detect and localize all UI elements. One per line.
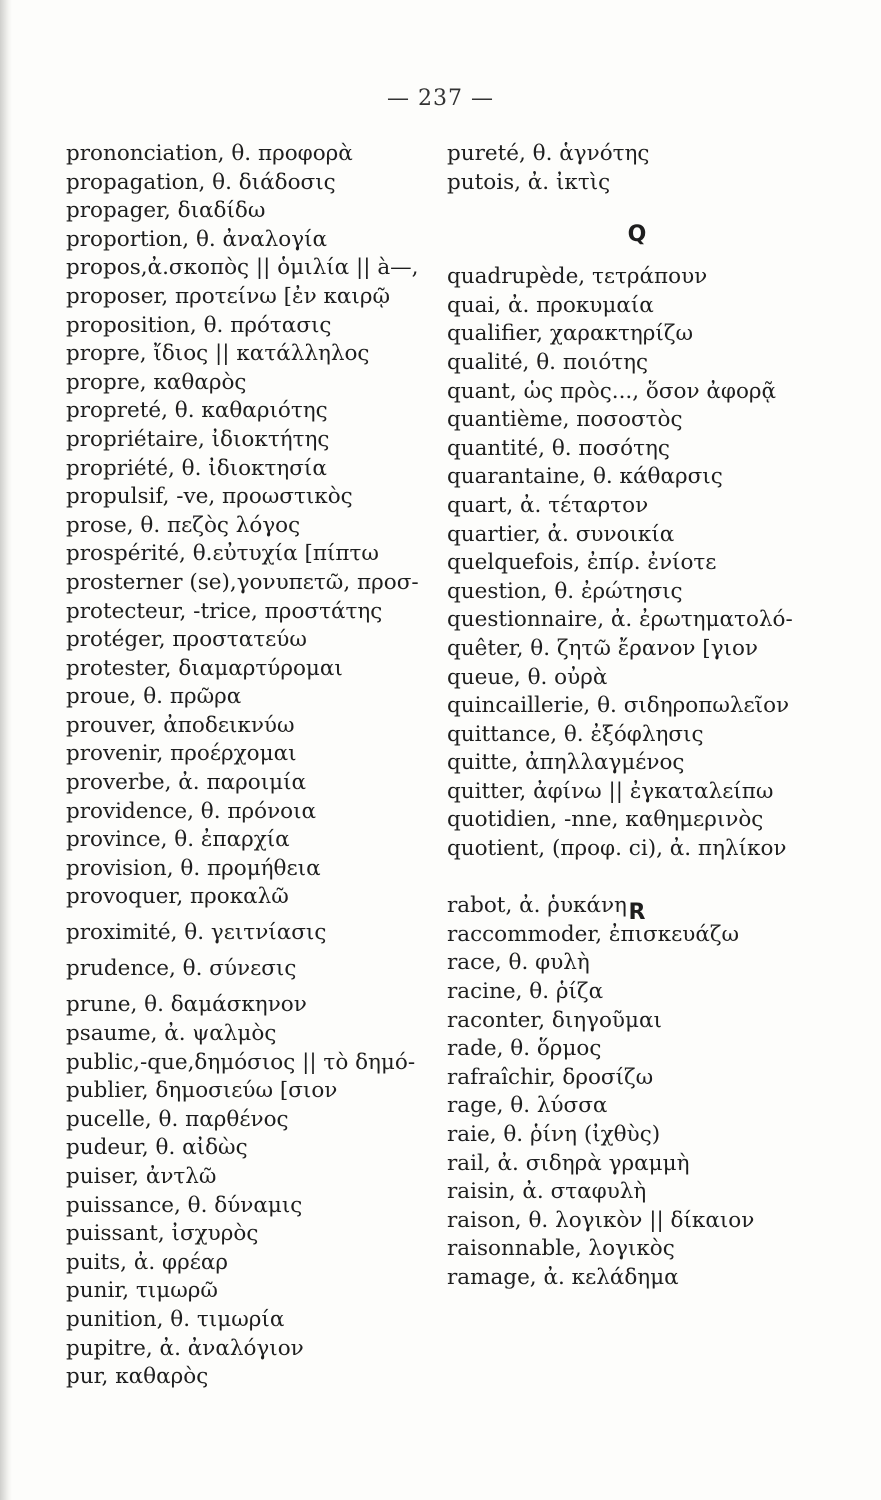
- dictionary-entry: propreté, θ. καθαριότης: [66, 398, 328, 424]
- dictionary-entry: pur, καθαρὸς: [66, 1364, 209, 1390]
- dictionary-entry: psaume, ἀ. ψαλμὸς: [66, 1021, 277, 1047]
- dictionary-entry: pupitre, ἀ. ἀναλόγιον: [66, 1335, 304, 1361]
- dictionary-entry: raisonnable, λογικὸς: [447, 1236, 675, 1262]
- dictionary-entry: proposition, θ. πρότασις: [66, 312, 332, 338]
- dictionary-entry: pucelle, θ. παρθένος: [66, 1106, 289, 1132]
- dictionary-entry: quittance, θ. ἐξόφλησις: [447, 721, 704, 747]
- dictionary-entry: propriété, θ. ἰδιοκτησία: [66, 455, 327, 481]
- dictionary-entry: quantité, θ. ποσότης: [447, 435, 670, 461]
- dictionary-entry: rage, θ. λύσσα: [447, 1093, 608, 1119]
- dictionary-entry: question, θ. ἐρώτησις: [447, 578, 683, 604]
- dictionary-entry: propulsif, -ve, προωστικὸς: [66, 484, 353, 510]
- dictionary-entry: rade, θ. ὅρμος: [447, 1036, 602, 1062]
- dictionary-entry: pudeur, θ. αἰδὼς: [66, 1135, 248, 1161]
- dictionary-entry: proximité, θ. γειτνίασις: [66, 920, 327, 946]
- dictionary-entry: provision, θ. προμήθεια: [66, 855, 321, 881]
- dictionary-entry: raisin, ἀ. σταφυλὴ: [447, 1179, 647, 1205]
- dictionary-entry: proue, θ. πρῶρα: [66, 684, 242, 710]
- dictionary-entry: propager, διαδίδω: [66, 198, 266, 224]
- book-spine-shadow: [0, 0, 12, 1500]
- dictionary-entry: propre, ἴδιος || κατάλληλος: [66, 341, 370, 367]
- dictionary-entry: quarantaine, θ. κάθαρσις: [447, 464, 723, 490]
- dictionary-entry: provenir, προέρχομαι: [66, 741, 297, 767]
- dictionary-entry: quantième, ποσοστὸς: [447, 407, 683, 433]
- dictionary-entry: raccommoder, ἐπισκευάζω: [447, 921, 740, 947]
- dictionary-entry: race, θ. φυλὴ: [447, 950, 590, 976]
- dictionary-entry: rabot, ἀ. ῥυκάνη: [447, 893, 627, 919]
- dictionary-entry: quai, ἀ. προκυμαία: [447, 292, 654, 318]
- dictionary-entry: questionnaire, ἀ. ἐρωτηματολό-: [447, 607, 793, 633]
- dictionary-entry: racine, θ. ῥίζα: [447, 979, 604, 1005]
- dictionary-entry: propos,ἀ.σκοπὸς || ὁμιλία || à—,: [66, 255, 419, 281]
- dictionary-entry: proverbe, ἀ. παροιμία: [66, 770, 307, 796]
- dictionary-entry: puissant, ἰσχυρὸς: [66, 1221, 259, 1247]
- dictionary-entry: punition, θ. τιμωρία: [66, 1306, 285, 1332]
- dictionary-entry: prospérité, θ.εὐτυχία [πίπτω: [66, 541, 379, 567]
- dictionary-entry: puissance, θ. δύναμις: [66, 1192, 303, 1218]
- dictionary-entry: quelquefois, ἐπίρ. ἐνίοτε: [447, 550, 717, 576]
- dictionary-entry: quartier, ἀ. συνοικία: [447, 521, 675, 547]
- left-column: [66, 140, 438, 1392]
- dictionary-entry: quincaillerie, θ. σιδηροπωλεῖον: [447, 693, 790, 719]
- dictionary-entry: public,-que,δημόσιος || τὸ δημό-: [66, 1049, 416, 1075]
- dictionary-entry: puits, ἀ. φρέαρ: [66, 1249, 229, 1275]
- dictionary-entry: quotidien, -nne, καθημερινὸς: [447, 807, 764, 833]
- section-letter-q: Q: [627, 222, 647, 248]
- dictionary-entry: propagation, θ. διάδοσις: [66, 169, 336, 195]
- dictionary-entry: queue, θ. οὐρὰ: [447, 664, 608, 690]
- dictionary-entry: ramage, ἀ. κελάδημα: [447, 1264, 679, 1290]
- dictionary-entry: quant, ὡς πρὸς..., ὅσον ἀφορᾷ: [447, 378, 777, 404]
- dictionary-entry: providence, θ. πρόνοια: [66, 798, 317, 824]
- dictionary-entry: punir, τιμωρῶ: [66, 1278, 218, 1304]
- dictionary-entry: prune, θ. δαμάσκηνον: [66, 992, 307, 1018]
- dictionary-entry: prouver, ἀποδεικνύω: [66, 712, 295, 738]
- dictionary-entry: rail, ἀ. σιδηρὰ γραμμὴ: [447, 1150, 690, 1176]
- dictionary-entry: quitter, ἀφίνω || ἐγκαταλείπω: [447, 778, 774, 804]
- dictionary-entry: propriétaire, ἰδιοκτήτης: [66, 426, 330, 452]
- dictionary-entry: prosterner (se),γονυπετῶ, προσ-: [66, 569, 419, 595]
- dictionary-entry: proportion, θ. ἀναλογία: [66, 226, 328, 252]
- dictionary-entry: raconter, διηγοῦμαι: [447, 1007, 662, 1033]
- dictionary-entry: protester, διαμαρτύρομαι: [66, 655, 343, 681]
- dictionary-entry: prose, θ. πεζὸς λόγος: [66, 512, 301, 538]
- dictionary-entry: qualifier, χαρακτηρίζω: [447, 321, 694, 347]
- dictionary-entry: prononciation, θ. προφορὰ: [66, 141, 353, 166]
- dictionary-entry: puiser, ἀντλῶ: [66, 1164, 217, 1189]
- dictionary-entry: protecteur, -trice, προστάτης: [66, 598, 383, 624]
- dictionary-entry: qualité, θ. ποιότης: [447, 349, 649, 375]
- dictionary-entry: prudence, θ. σύνεσις: [66, 956, 297, 982]
- dictionary-entry: propre, καθαρὸς: [66, 369, 247, 395]
- dictionary-entry: provoquer, προκαλῶ: [66, 884, 289, 910]
- section-letter-r: R: [628, 899, 646, 925]
- dictionary-entry: putois, ἀ. ἰκτὶς: [447, 169, 611, 195]
- dictionary-entry: raison, θ. λογικὸν || δίκαιον: [447, 1207, 755, 1233]
- dictionary-entry: quitte, ἀπηλλαγμένος: [447, 750, 685, 776]
- dictionary-entry: protéger, προστατεύω: [66, 627, 307, 653]
- dictionary-entry: quêter, θ. ζητῶ ἔρανον [γιον: [447, 635, 758, 661]
- dictionary-entry: publier, δημοσιεύω [σιον: [66, 1078, 338, 1104]
- dictionary-entry: raie, θ. ῥίνη (ἰχθὺς): [447, 1122, 661, 1147]
- dictionary-entry: quotient, (προφ. ci), ἀ. πηλίκον: [447, 836, 787, 862]
- right-column: [447, 140, 867, 1293]
- page-number: — 237 —: [387, 86, 494, 111]
- dictionary-entry: quart, ἀ. τέταρτον: [447, 492, 649, 518]
- dictionary-entry: quadrupède, τετράπουν: [447, 264, 708, 290]
- dictionary-entry: pureté, θ. ἁγνότης: [447, 141, 650, 166]
- dictionary-entry: province, θ. ἐπαρχία: [66, 827, 290, 853]
- dictionary-entry: rafraîchir, δροσίζω: [447, 1064, 654, 1090]
- dictionary-entry: proposer, προτείνω [ἐν καιρῷ: [66, 283, 391, 309]
